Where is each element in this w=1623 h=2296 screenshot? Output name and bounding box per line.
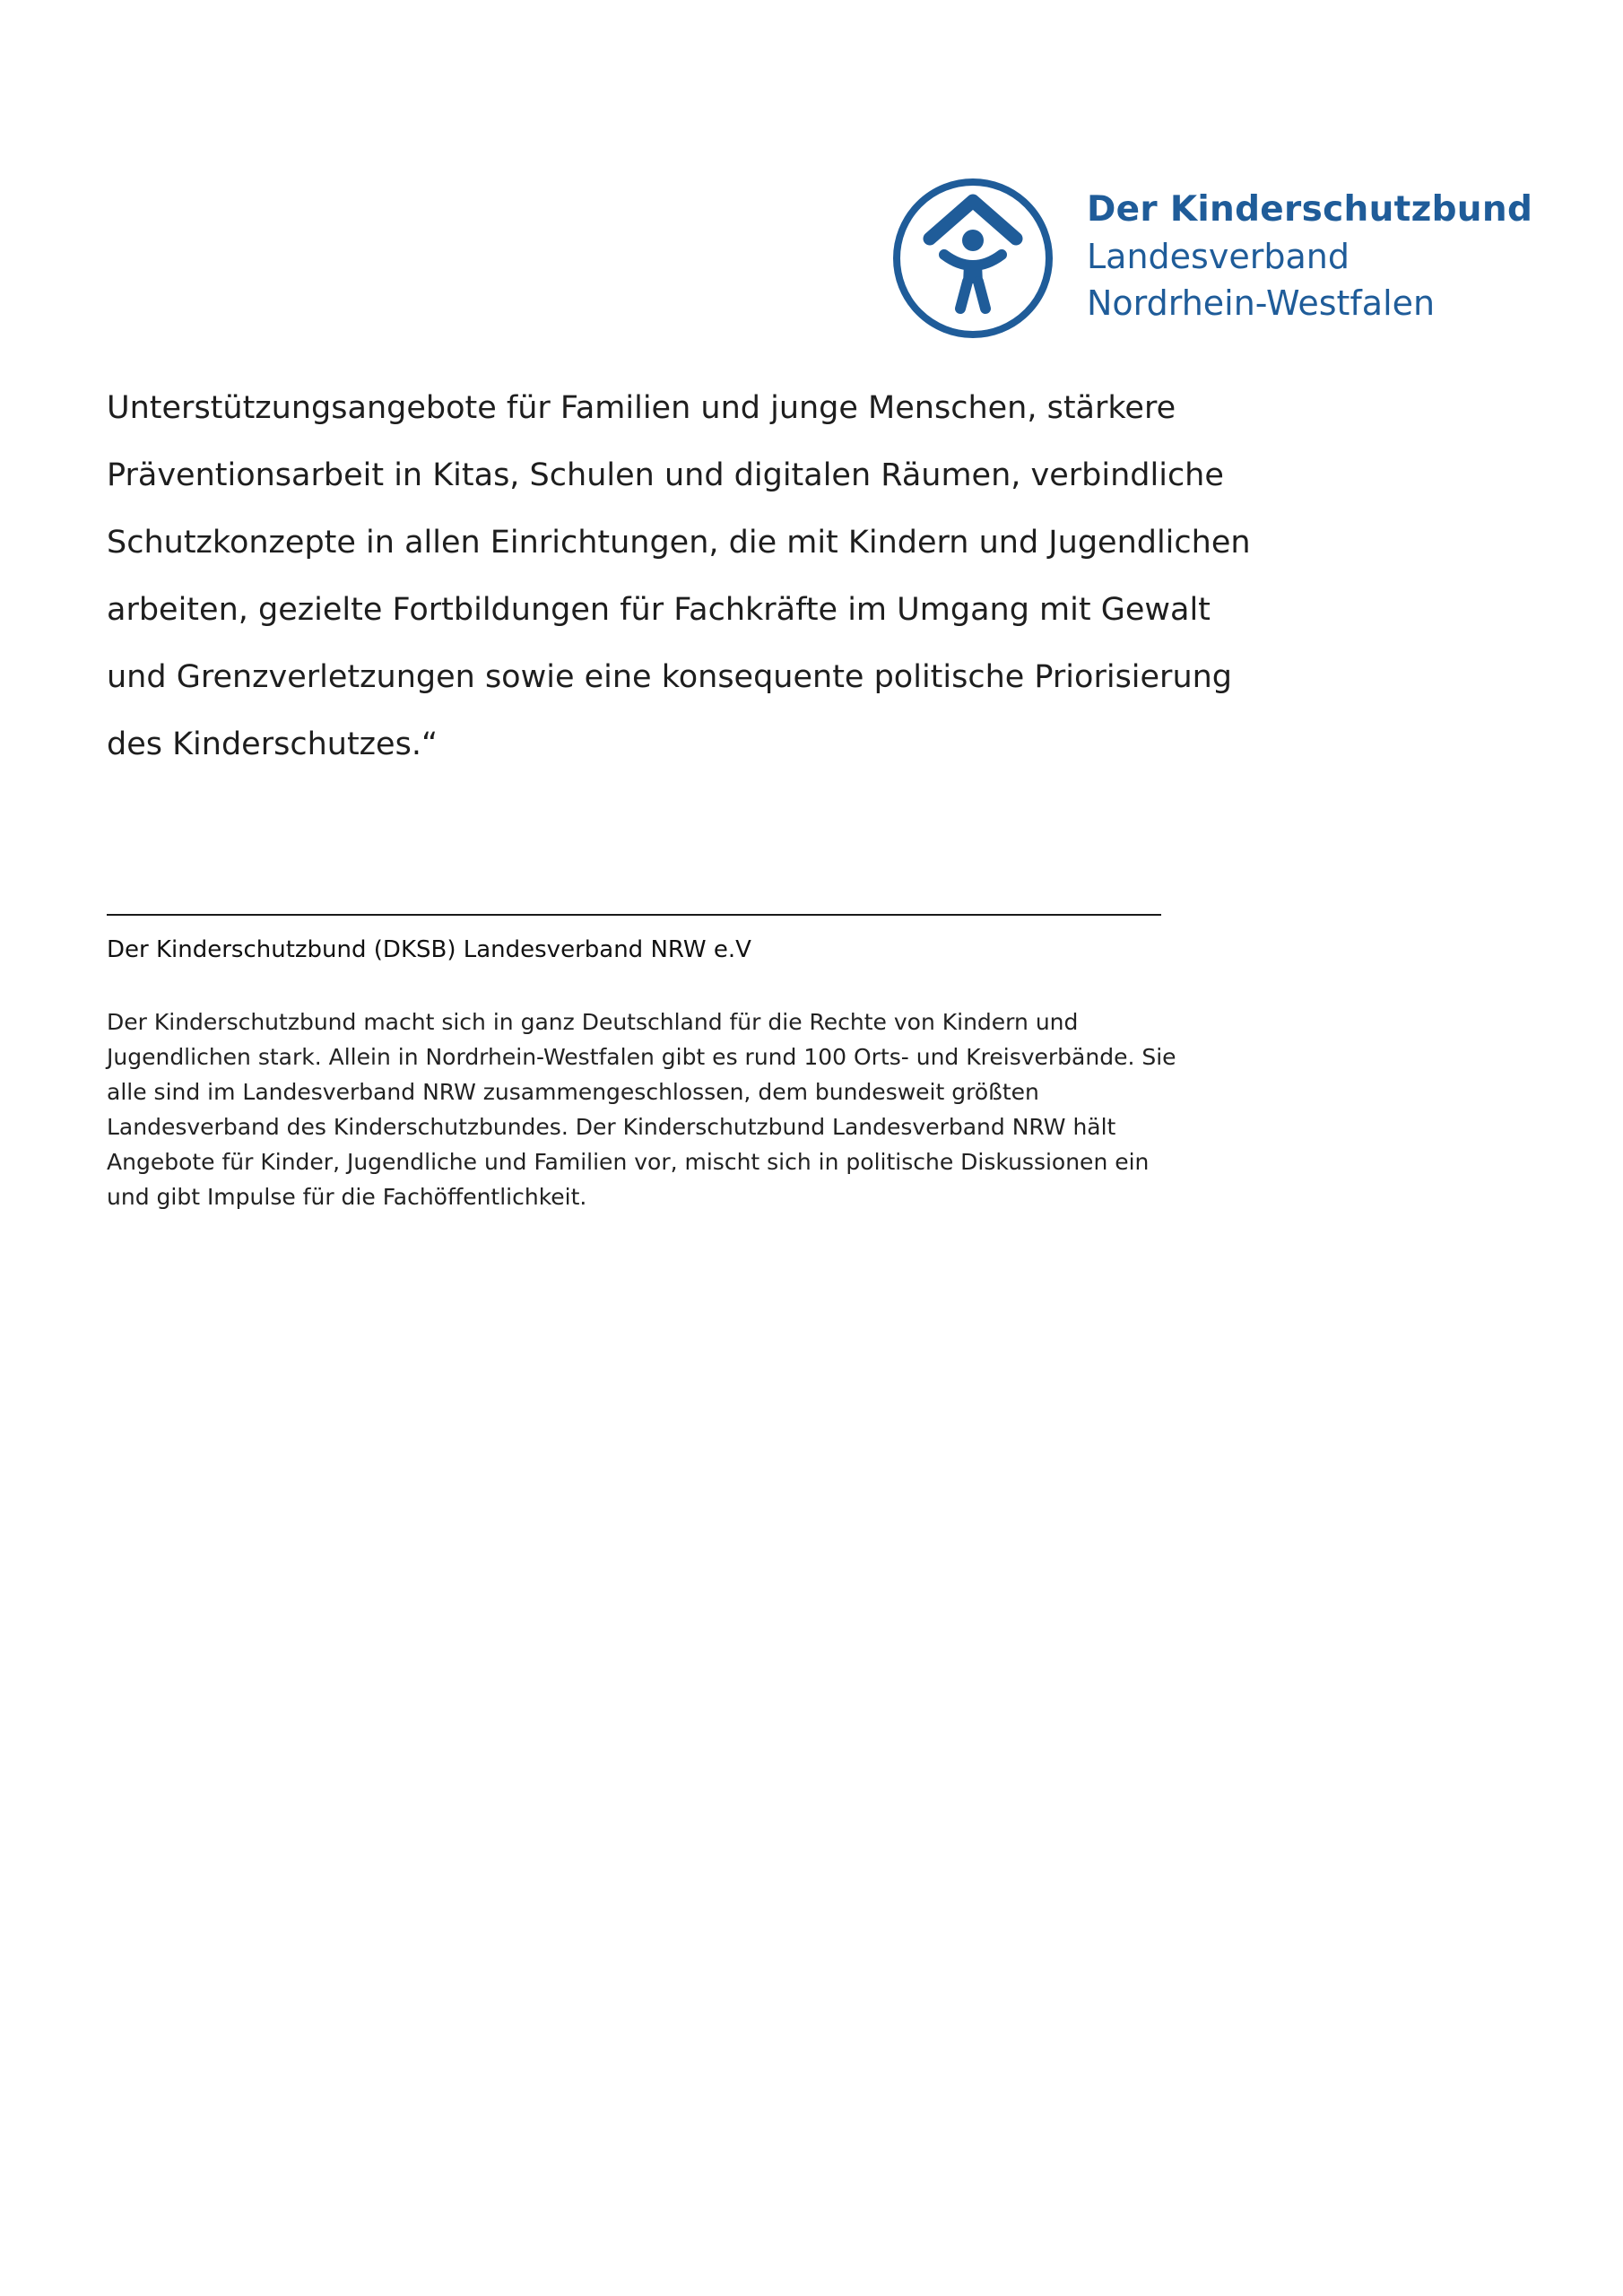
child-under-roof-icon (892, 178, 1054, 339)
logo-title: Der Kinderschutzbund (1087, 189, 1533, 230)
quote-paragraph (107, 375, 1251, 778)
logo-wordmark (1087, 187, 1532, 326)
about-line: alle sind im Landesverband NRW zusammengeschlossen, dem bundesweit größten (107, 1079, 1039, 1105)
about-heading: Der Kinderschutzbund (DKSB) Landesverband NRW e.V (107, 936, 751, 963)
logo-subtitle-1: Landesverband (1087, 237, 1350, 276)
about-paragraph (107, 1004, 1174, 1214)
quote-line: und Grenzverletzungen sowie eine konsequente politische Priorisierung (107, 659, 1233, 695)
quote-line: Präventionsarbeit in Kitas, Schulen und digitalen Räumen, verbindliche (107, 457, 1224, 493)
about-line: Der Kinderschutzbund macht sich in ganz Deutschland für die Rechte von Kindern und (107, 1009, 1079, 1035)
about-line: und gibt Impulse für die Fachöffentlichkeit. (107, 1184, 587, 1210)
quote-line: arbeiten, gezielte Fortbildungen für Fachkräfte im Umgang mit Gewalt (107, 592, 1211, 628)
section-divider (107, 914, 1161, 916)
logo-subtitle-2: Nordrhein-Westfalen (1087, 283, 1436, 323)
about-line: Landesverband des Kinderschutzbundes. Der Kinderschutzbund Landesverband NRW hält (107, 1114, 1116, 1140)
about-line: Jugendlichen stark. Allein in Nordrhein-Westfalen gibt es rund 100 Orts- und Kreisverbände. Sie (107, 1044, 1176, 1070)
quote-line: Schutzkonzepte in allen Einrichtungen, die mit Kindern und Jugendlichen (107, 525, 1251, 561)
quote-line: Unterstützungsangebote für Familien und junge Menschen, stärkere (107, 390, 1176, 426)
organization-logo (892, 178, 1533, 344)
quote-line: des Kinderschutzes.“ (107, 726, 438, 762)
about-line: Angebote für Kinder, Jugendliche und Familien vor, mischt sich in politische Diskussionen ein (107, 1149, 1150, 1175)
